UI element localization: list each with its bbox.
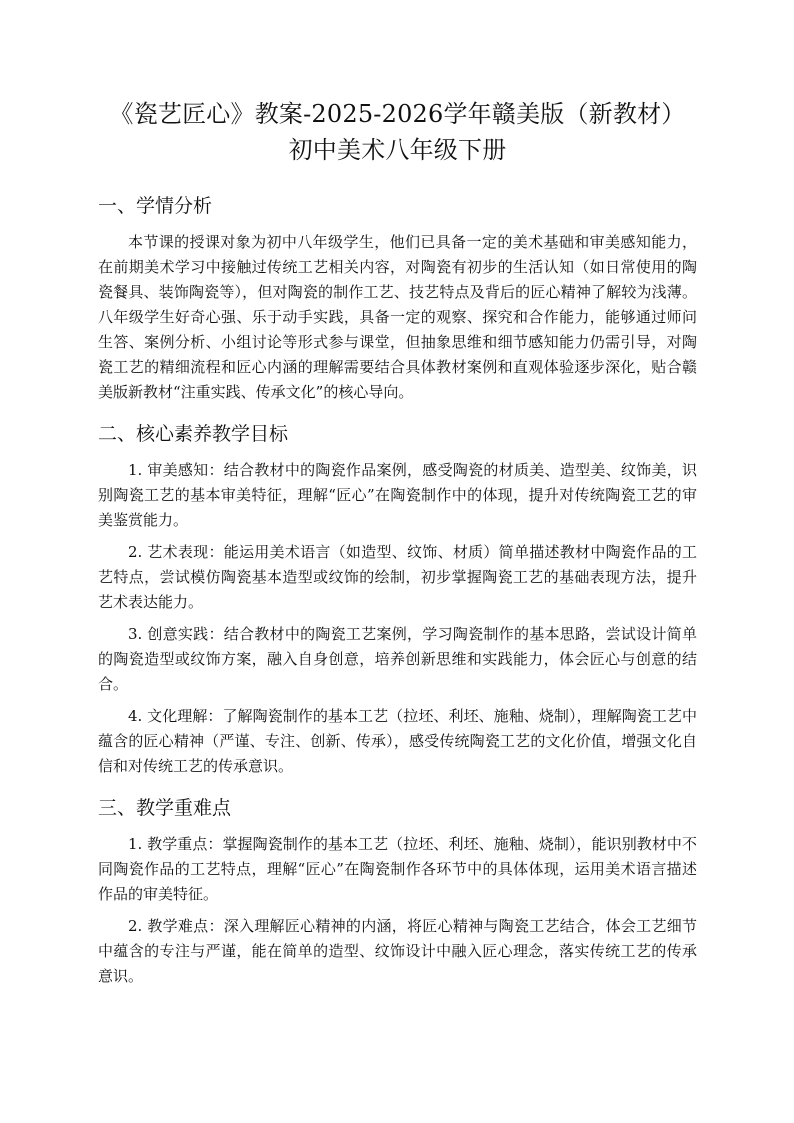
objective-item-expression: 2. 艺术表现：能运用美术语言（如造型、纹饰、材质）简单描述教材中陶瓷作品的工艺特点，尝试模仿陶瓷基本造型或纹饰的绘制，初步掌握陶瓷工艺的基础表现方法，提升艺术表达能力。 (98, 543, 697, 611)
objective-item-culture: 4. 文化理解：了解陶瓷制作的基本工艺（拉坯、利坯、施釉、烧制），理解陶瓷工艺中蕴含的匠心精神（严谨、专注、创新、传承），感受传统陶瓷工艺的文化价值，增强文化自信和对传统工艺的传承意识。 (98, 707, 697, 775)
section-learning-analysis (98, 193, 697, 405)
difficult-point-item: 2. 教学难点：深入理解匠心精神的内涵，将匠心精神与陶瓷工艺结合，体会工艺细节中蕴含的专注与严谨，能在简单的造型、纹饰设计中融入匠心理念，落实传统工艺的传承意识。 (98, 917, 697, 985)
objective-item-creative: 3. 创意实践：结合教材中的陶瓷工艺案例，学习陶瓷制作的基本思路，尝试设计简单的陶瓷造型或纹饰方案，融入自身创意，培养创新思维和实践能力，体会匠心与创意的结合。 (98, 625, 697, 693)
section-paragraph: 本节课的授课对象为初中八年级学生，他们已具备一定的美术基础和审美感知能力，在前期美术学习中接触过传统工艺相关内容，对陶瓷有初步的生活认知（如日常使用的陶瓷餐具、装饰陶瓷等），但对陶瓷的制作工艺、技艺特点及背后的匠心精神了解较为浅薄。八年级学生好奇心强、乐于动手实践，具备一定的观察、探究和合作能力，能够通过师问生答、案例分析、小组讨论等形式参与课堂，但抽象思维和细节感知能力仍需引导，对陶瓷工艺的精细流程和匠心内涵的理解需要结合具体教材案例和直观体验逐步深化，贴合赣美版新教材“注重实践、传承文化”的核心导向。 (98, 233, 697, 401)
key-point-item: 1. 教学重点：掌握陶瓷制作的基本工艺（拉坯、利坯、施釉、烧制），能识别教材中不同陶瓷作品的工艺特点，理解“匠心”在陶瓷制作各环节中的具体体现，运用美术语言描述作品的审美特征。 (98, 835, 697, 903)
section-heading: 二、核心素养教学目标 (98, 423, 289, 445)
section-core-objectives (98, 421, 697, 779)
document-title: 《瓷艺匠心》教案-2025-2026学年赣美版（新教材）初中美术八年级下册 (109, 100, 686, 164)
section-key-points (98, 795, 697, 989)
section-heading: 三、教学重难点 (98, 797, 232, 819)
objective-item-aesthetic: 1. 审美感知：结合教材中的陶瓷作品案例，感受陶瓷的材质美、造型美、纹饰美，识别陶瓷工艺的基本审美特征，理解“匠心”在陶瓷制作中的体现，提升对传统陶瓷工艺的审美鉴赏能力。 (98, 461, 697, 529)
section-heading: 一、学情分析 (98, 195, 213, 217)
